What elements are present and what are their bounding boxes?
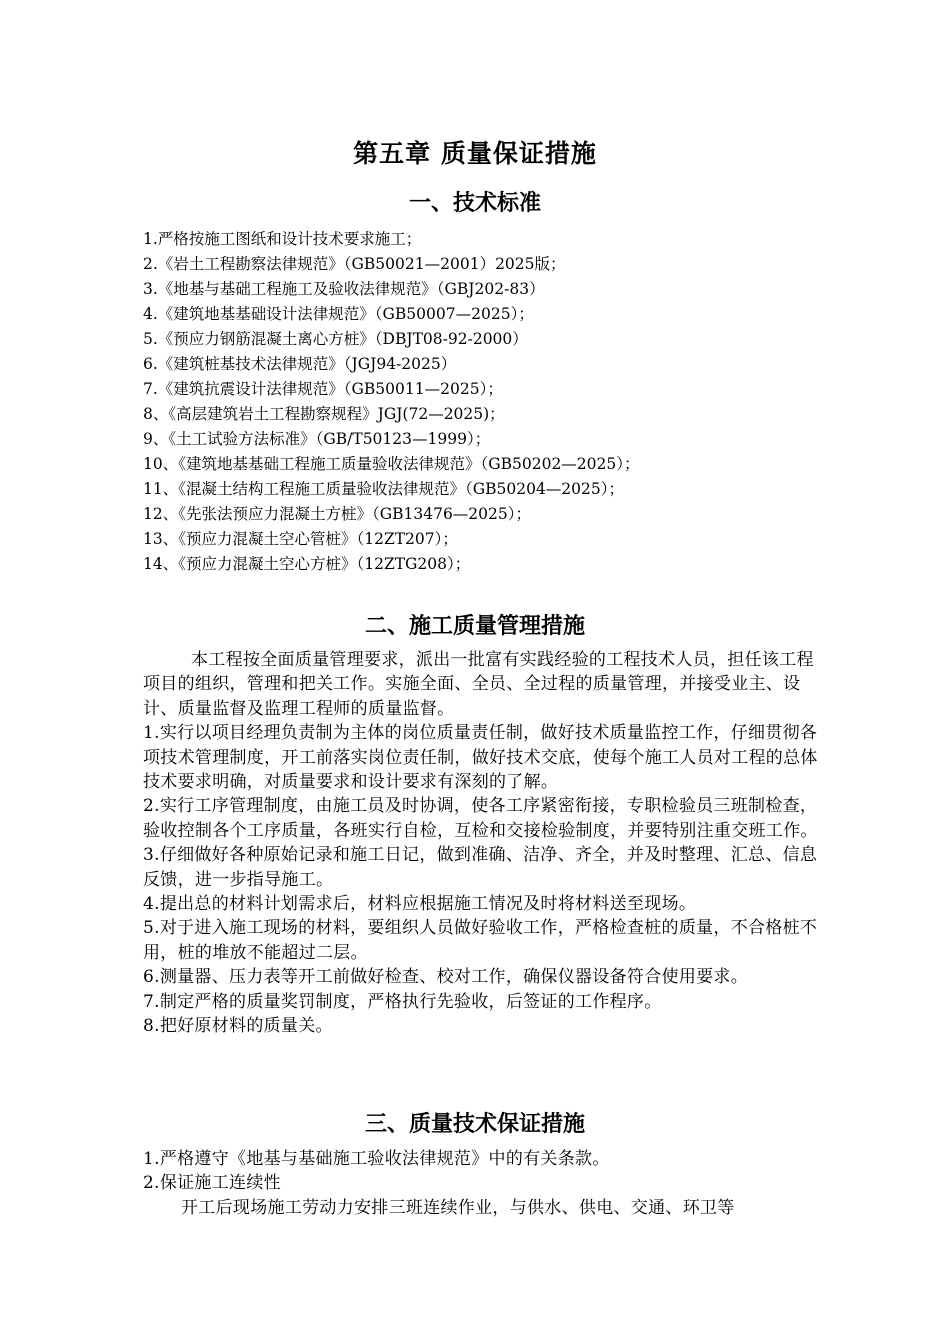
continuation-paragraph: 开工后现场施工劳动力安排三班连续作业，与供水、供电、交通、环卫等 <box>181 1197 735 1218</box>
list-item: 5.《预应力钢筋混凝土离心方桩》（DBJT08-92-2000） <box>143 330 528 348</box>
list-item: 3.《地基与基础工程施工及验收法律规范》（GBJ202-83） <box>143 280 545 298</box>
quality-technical-body <box>143 1147 823 1220</box>
list-item: 2.《岩土工程勘察法律规范》（GB50021—2001）2025版； <box>143 255 566 273</box>
section-heading-quality-technical: 三、质量技术保证措施 <box>364 1112 585 1137</box>
chapter-title: 第五章 质量保证措施 <box>353 139 597 168</box>
list-item: 4.《建筑地基基础设计法律规范》（GB50007—2025）； <box>143 305 534 323</box>
quality-management-body <box>143 648 823 1039</box>
standards-list <box>143 227 843 577</box>
list-item: 4.提出总的材料计划需求后，材料应根据施工情况及时将材料送至现场。 <box>143 894 697 915</box>
list-item: 12、《先张法预应力混凝土方桩》（GB13476—2025）； <box>143 505 532 523</box>
list-item: 2.实行工序管理制度，由施工员及时协调，使各工序紧密衔接，专职检验员三班制检查，验收控制各个工序质量，各班实行自检，互检和交接检验制度，并要特别注重交班工作。 <box>143 796 818 841</box>
list-item: 7.《建筑抗震设计法律规范》（GB50011—2025）； <box>143 380 503 398</box>
list-item: 6.测量器、压力表等开工前做好检查、校对工作，确保仪器设备符合使用要求。 <box>143 967 749 988</box>
intro-paragraph: 本工程按全面质量管理要求，派出一批富有实践经验的工程技术人员，担任该工程项目的组织，管理和把关工作。实施全面、全员、全过程的质量管理，并接受业主、设计、质量监督及监理工程师的质量监督。 <box>143 650 814 719</box>
list-item: 14、《预应力混凝土空心方桩》（12ZTG208）； <box>143 555 471 573</box>
list-item: 3.仔细做好各种原始记录和施工日记，做到准确、洁净、齐全，并及时整理、汇总、信息反馈，进一步指导施工。 <box>143 845 818 890</box>
list-item: 8、《高层建筑岩土工程勘察规程》JGJ(72—2025)； <box>143 405 505 423</box>
list-item: 8.把好原材料的质量关。 <box>143 1016 333 1037</box>
list-item: 9、《土工试验方法标准》（GB/T50123—1999）； <box>143 430 491 448</box>
list-item: 1.严格遵守《地基与基础施工验收法律规范》中的有关条款。 <box>143 1149 610 1169</box>
section-heading-quality-management: 二、施工质量管理措施 <box>364 614 585 639</box>
list-item: 2.保证施工连续性 <box>143 1173 281 1194</box>
list-item: 1.实行以项目经理负责制为主体的岗位质量责任制，做好技术质量监控工作，仔细贯彻各项技术管理制度，开工前落实岗位责任制，做好技术交底，使每个施工人员对工程的总体技术要求明确，对质量要求和设计要求有深刻的了解。 <box>143 723 818 793</box>
list-item: 13、《预应力混凝土空心管桩》（12ZT207）； <box>143 530 458 548</box>
list-item: 7.制定严格的质量奖罚制度，严格执行先验收，后签证的工作程序。 <box>143 991 662 1012</box>
section-heading-technical-standards: 一、技术标准 <box>408 191 541 216</box>
list-item: 1.严格按施工图纸和设计技术要求施工； <box>143 230 422 248</box>
list-item: 5.对于进入施工现场的材料，要组织人员做好验收工作，严格检查桩的质量，不合格桩不用，桩的堆放不能超过二层。 <box>143 918 818 963</box>
list-item: 11、《混凝土结构工程施工质量验收法律规范》（GB50204—2025）； <box>143 480 625 498</box>
list-item: 6.《建筑桩基技术法律规范》（JGJ94-2025） <box>143 355 457 373</box>
list-item: 10、《建筑地基基础工程施工质量验收法律规范》（GB50202—2025）； <box>143 455 640 473</box>
